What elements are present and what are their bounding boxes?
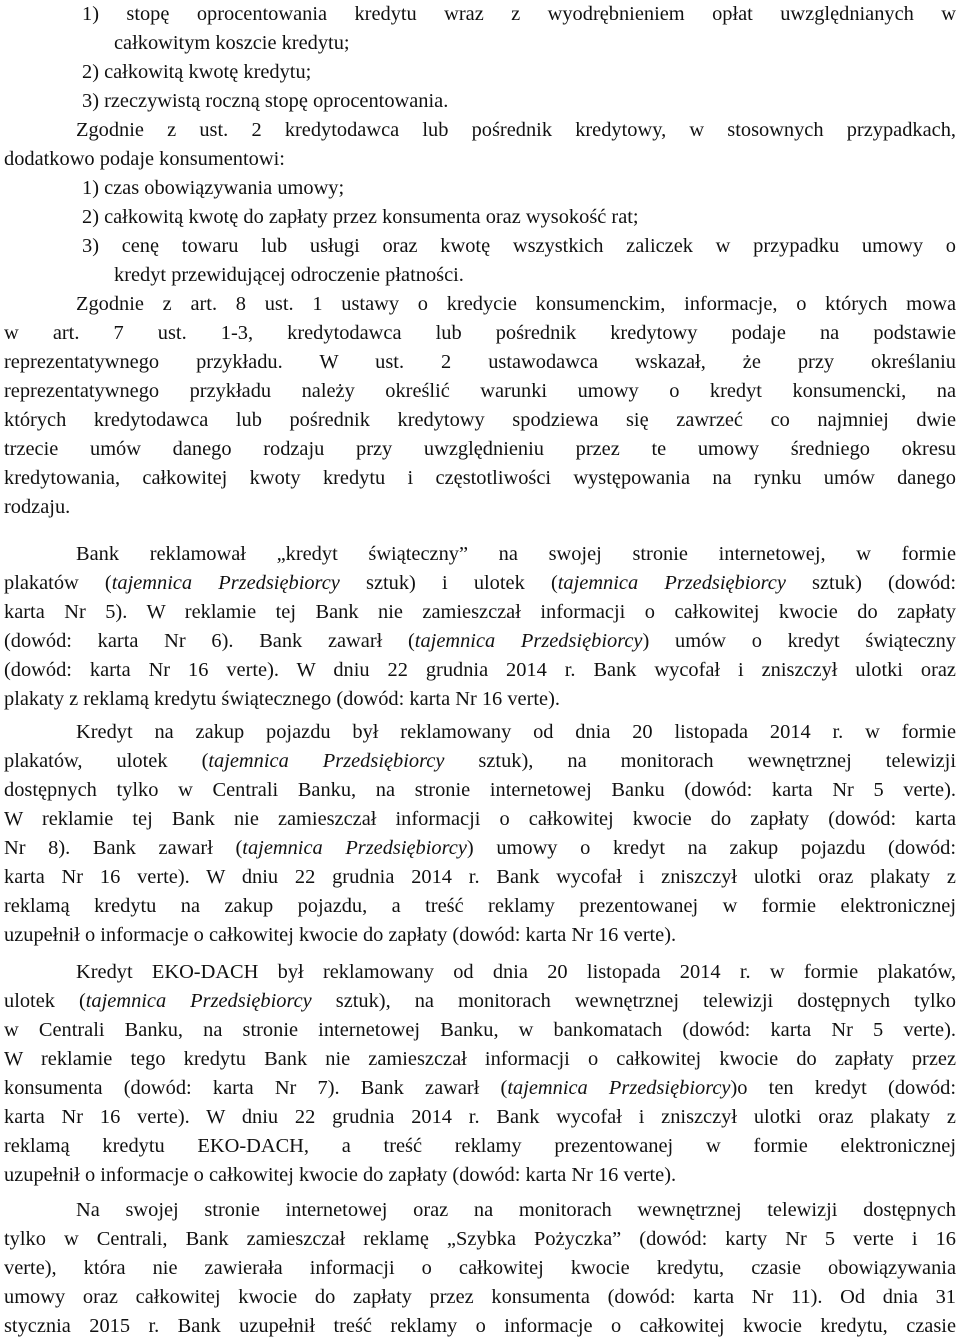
text-line: rodzaju. <box>4 496 71 518</box>
text-line: kredytowania, całkowitej kwoty kredytu i częstotliwości występowania na rynku umów danego <box>4 467 956 489</box>
text-line: trzecie umów danego rodzaju przy uwzględnieniu przez te umowy średniego okresu <box>4 438 956 460</box>
text-line: karta Nr 16 verte). W dniu 22 grudnia 2014 r. Bank wycofał i zniszczył ulotki oraz plakaty z <box>4 1106 956 1128</box>
text-line: karta Nr 5). W reklamie tej Bank nie zamieszczał informacji o całkowitej kwocie do zapłaty <box>4 601 956 623</box>
text-line: ulotek (tajemnica Przedsiębiorcy sztuk), na monitorach wewnętrznej telewizji dostępnych tylko <box>4 990 956 1012</box>
text-line: W reklamie tego kredytu Bank nie zamieszczał informacji o całkowitej kwocie do zapłaty przez <box>4 1048 956 1070</box>
text-line: Zgodnie z ust. 2 kredytodawca lub pośrednik kredytowy, w stosownych przypadkach, <box>76 119 956 141</box>
text-line: reklamą kredytu na zakup pojazdu, a treść reklamy prezentowanej w formie elektronicznej <box>4 895 956 917</box>
text-line: reklamą kredytu EKO-DACH, a treść reklamy prezentowanej w formie elektronicznej <box>4 1135 956 1157</box>
text-line: plakaty z reklamą kredytu świątecznego (dowód: karta Nr 16 verte). <box>4 688 560 710</box>
text-line: (dowód: karta Nr 6). Bank zawarł (tajemnica Przedsiębiorcy) umów o kredyt świąteczny <box>4 630 957 652</box>
text-line: karta Nr 16 verte). W dniu 22 grudnia 2014 r. Bank wycofał i zniszczył ulotki oraz plakaty z <box>4 866 956 888</box>
text-line: stycznia 2015 r. Bank uzupełnił treść reklamy o informacje o całkowitej kwocie kredytu, czasie <box>4 1315 956 1337</box>
text-line: 3) rzeczywistą roczną stopę oprocentowania. <box>82 90 449 112</box>
text-line: reprezentatywnego przykładu. W ust. 2 ustawodawca wskazał, że przy określaniu <box>4 351 956 373</box>
text-line: dodatkowo podaje konsumentowi: <box>4 148 285 170</box>
text-line: całkowitym koszcie kredytu; <box>114 32 350 54</box>
text-line: plakatów, ulotek (tajemnica Przedsiębiorcy sztuk), na monitorach wewnętrznej telewizji <box>4 750 956 772</box>
text-line: 1) czas obowiązywania umowy; <box>82 177 345 199</box>
text-line: Kredyt EKO-DACH był reklamowany od dnia 20 listopada 2014 r. w formie plakatów, <box>76 961 956 983</box>
text-line: uzupełnił o informacje o całkowitej kwocie do zapłaty (dowód: karta Nr 16 verte). <box>4 1164 677 1186</box>
text-line: plakatów (tajemnica Przedsiębiorcy sztuk) i ulotek (tajemnica Przedsiębiorcy sztuk) (dowód: <box>4 572 957 594</box>
text-line: 2) całkowitą kwotę kredytu; <box>82 61 312 83</box>
text-line: kredyt przewidującej odroczenie płatności. <box>114 264 464 286</box>
text-line: umowy oraz całkowitej kwocie do zapłaty przez konsumenta (dowód: karta Nr 11). Od dnia 31 <box>4 1286 956 1308</box>
text-line: tylko w Centrali, Bank zamieszczał reklamę „Szybka Pożyczka” (dowód: karty Nr 5 verte i 16 <box>4 1228 956 1250</box>
text-line: których kredytodawca lub pośrednik kredytowy spodziewa się zawrzeć co najmniej dwie <box>4 409 956 431</box>
text-line: Nr 8). Bank zawarł (tajemnica Przedsiębiorcy) umowy o kredyt na zakup pojazdu (dowód: <box>4 837 957 859</box>
text-line: Kredyt na zakup pojazdu był reklamowany od dnia 20 listopada 2014 r. w formie <box>76 721 956 743</box>
text-line: Zgodnie z art. 8 ust. 1 ustawy o kredycie konsumenckim, informacje, o których mowa <box>76 293 956 315</box>
text-line: dostępnych tylko w Centrali Banku, na stronie internetowej Banku (dowód: karta Nr 5 verte). <box>4 779 956 801</box>
text-line: w art. 7 ust. 1-3, kredytodawca lub pośrednik kredytowy podaje na podstawie <box>4 322 956 344</box>
text-line: Na swojej stronie internetowej oraz na monitorach wewnętrznej telewizji dostępnych <box>76 1199 956 1221</box>
text-line: 2) całkowitą kwotę do zapłaty przez konsumenta oraz wysokość rat; <box>82 206 639 228</box>
text-line: Bank reklamował „kredyt świąteczny” na swojej stronie internetowej, w formie <box>76 543 956 565</box>
text-line: reprezentatywnego przykładu należy określić warunki umowy o kredyt konsumencki, na <box>4 380 956 402</box>
text-line: konsumenta (dowód: karta Nr 7). Bank zawarł (tajemnica Przedsiębiorcy)o ten kredyt (dowód: <box>4 1077 956 1099</box>
text-line: uzupełnił o informacje o całkowitej kwocie do zapłaty (dowód: karta Nr 16 verte). <box>4 924 677 946</box>
text-line: verte), która nie zawierała informacji o całkowitej kwocie kredytu, czasie obowiązywania <box>4 1257 956 1279</box>
text-line: W reklamie tej Bank nie zamieszczał informacji o całkowitej kwocie do zapłaty (dowód: karta <box>4 808 956 830</box>
text-line: 3) cenę towaru lub usługi oraz kwotę wszystkich zaliczek w przypadku umowy o <box>82 235 956 257</box>
text-line: w Centrali Banku, na stronie internetowej Banku, w bankomatach (dowód: karta Nr 5 verte). <box>4 1019 956 1041</box>
text-line: 1) stopę oprocentowania kredytu wraz z wyodrębnieniem opłat uwzględnianych w <box>82 3 956 25</box>
text-line: (dowód: karta Nr 16 verte). W dniu 22 grudnia 2014 r. Bank wycofał i zniszczył ulotki oraz <box>4 659 956 681</box>
